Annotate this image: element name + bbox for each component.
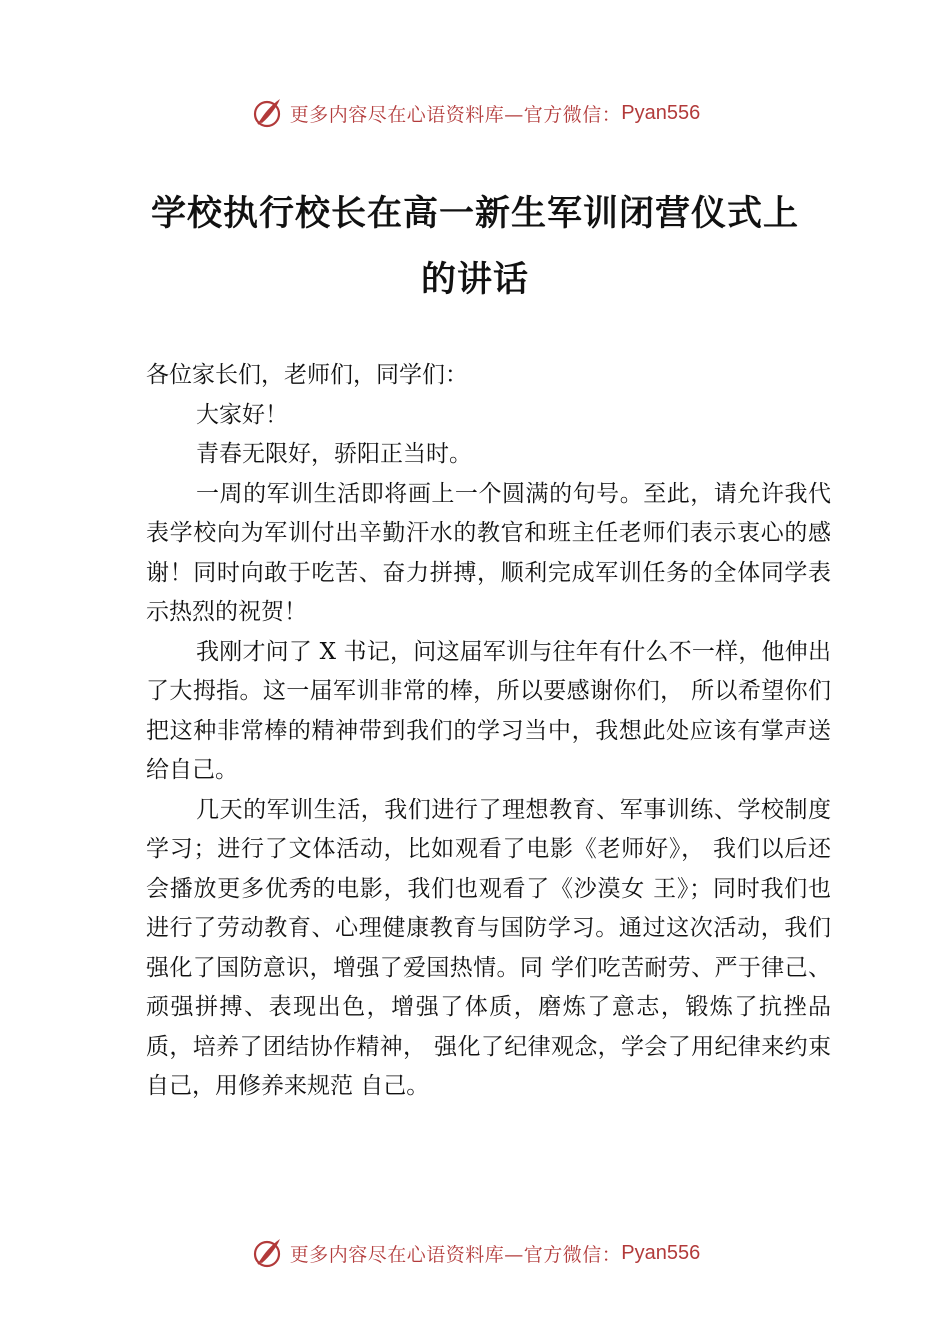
banner-text: 更多内容尽在心语资料库—官方微信： [289, 1243, 622, 1266]
banner-text: 更多内容尽在心语资料库—官方微信： [289, 103, 622, 126]
document-body [146, 356, 831, 1107]
salutation: 各位家长们，老师们，同学们： [146, 362, 468, 388]
document-title-line-1: 学校执行校长在高一新生军训闭营仪式上 [150, 193, 799, 234]
paragraph: 几天的军训生活，我们进行了理想教育、军事训练、学校制度学习；进行了文体活动，比如观看了电影《老师好》， 我们以后还会播放更多优秀的电影，我们也观看了《沙漠女 王》；同时我们也进行了劳动教育、心理健康教育与国防学习。通过这次活动，我们强化了国防意识，增强了爱国热情。同 学们吃苦耐劳、严于律己、顽强拼搏、表现出色，增强了体质，磨炼了意志，锻炼了抗挫品质，培养了团结协作精神， 强化了纪律观念，学会了用纪律来约束自己，用修养来规范 自己。 [146, 796, 831, 1099]
paragraph: 一周的军训生活即将画上一个圆满的句号。至此，请允许我代表学校向为军训付出辛勤汗水的教官和班主任老师们表示衷心的感谢！同时向敢于吃苦、奋力拼搏，顺利完成军训任务的全体同学表示热烈的祝贺！ [146, 480, 831, 625]
paragraph: 大家好！ [196, 401, 288, 428]
banner-account: Pyan556 [621, 1241, 701, 1264]
paragraph: 我刚才问了 X 书记，问这届军训与往年有什么不一样，他伸出了大拇指。这一届军训非常的棒，所以要感谢你们， 所以希望你们把这种非常棒的精神带到我们的学习当中，我想此处应该有掌声送给自己。 [146, 638, 831, 783]
footer-banner [0, 1233, 950, 1273]
banner-account: Pyan556 [621, 101, 701, 124]
quill-pen-logo-icon [250, 1236, 284, 1270]
paragraph: 青春无限好，骄阳正当时。 [196, 441, 472, 467]
header-banner [0, 93, 950, 133]
document-title-line-2: 的讲话 [420, 259, 529, 300]
quill-pen-logo-icon [250, 96, 284, 130]
